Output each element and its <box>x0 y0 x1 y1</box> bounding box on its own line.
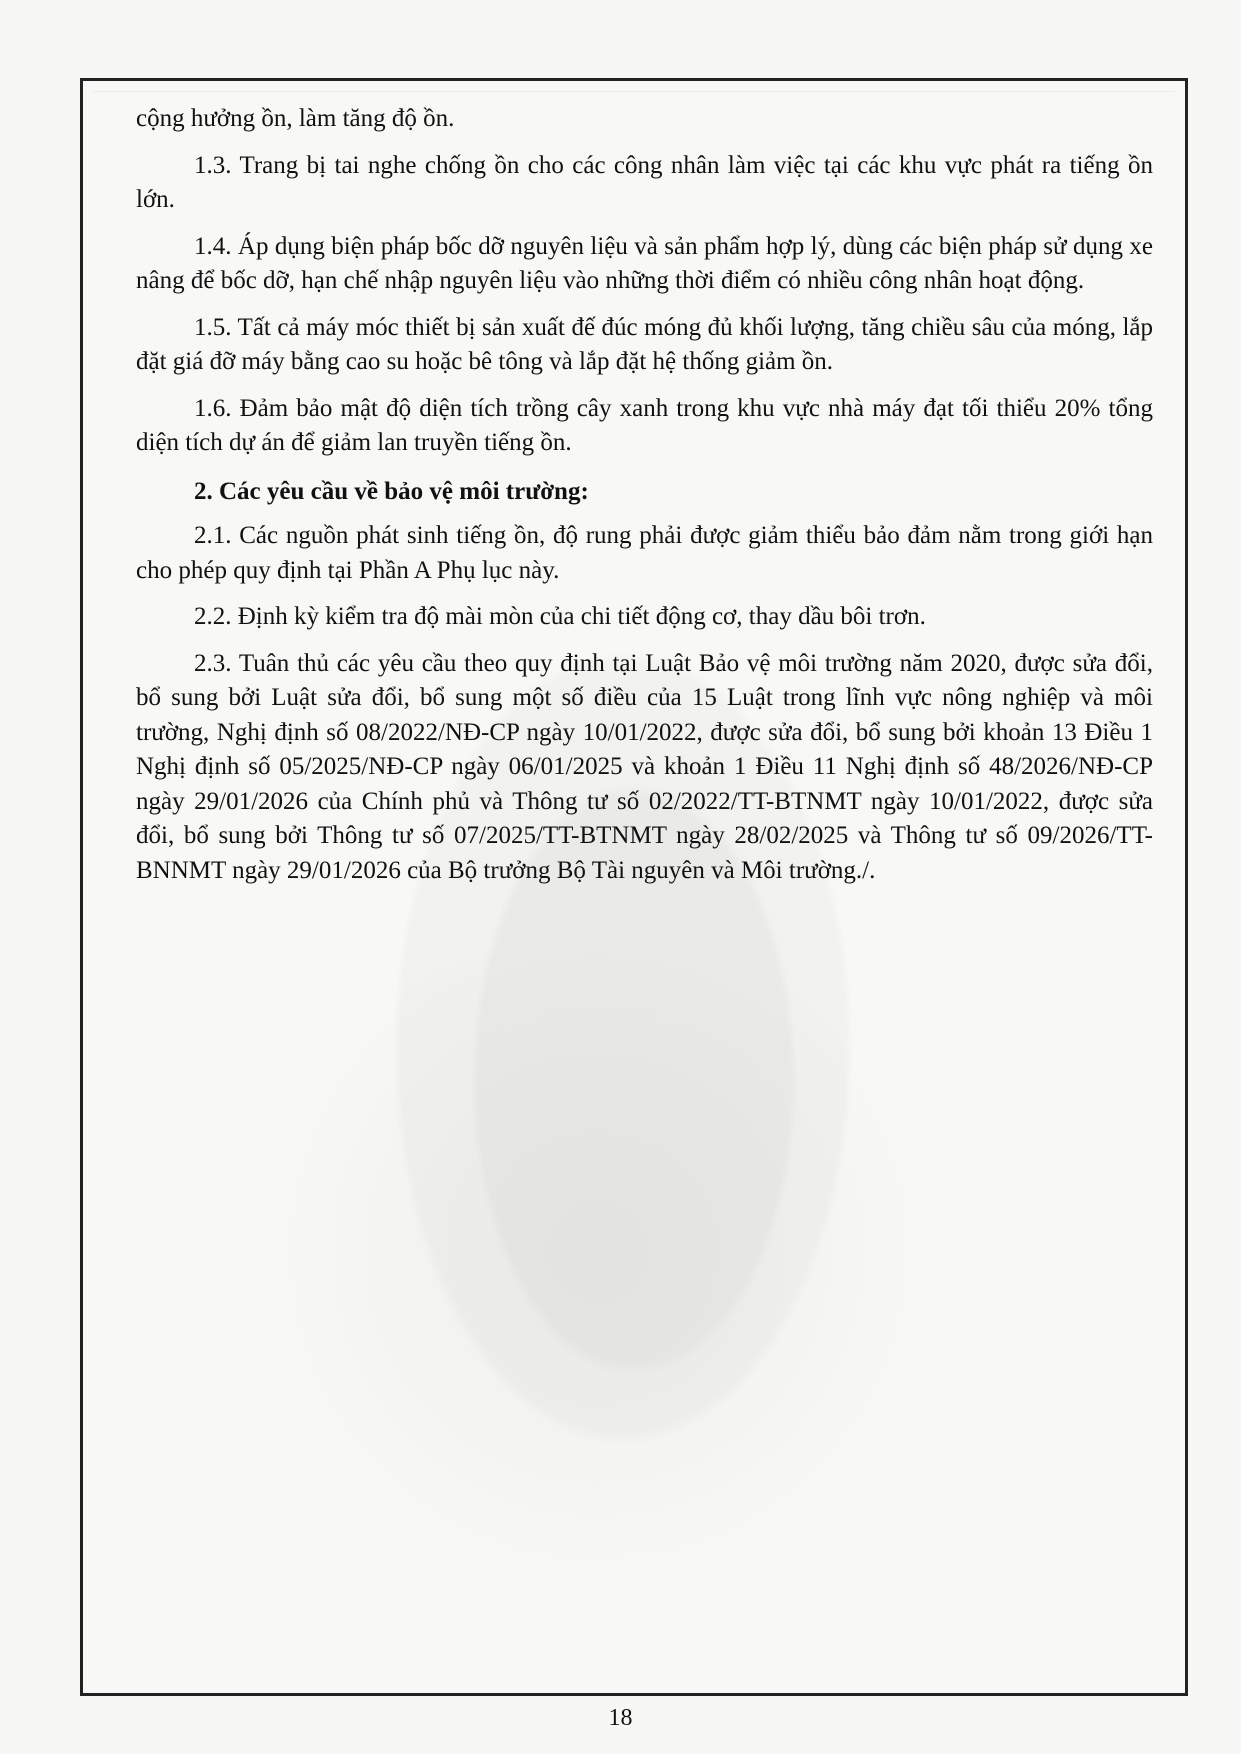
document-content <box>136 102 1153 900</box>
document-page-frame <box>80 78 1188 1696</box>
paragraph-1-5: 1.5. Tất cả máy móc thiết bị sản xuất đế đúc móng đủ khối lượng, tăng chiều sâu của móng, lắp đặt giá đỡ máy bằng cao su hoặc bê tông và lắp đặt hệ thống giảm ồn. <box>136 313 1153 375</box>
paragraph-1-3: 1.3. Trang bị tai nghe chống ồn cho các công nhân làm việc tại các khu vực phát ra tiếng ồn lớn. <box>136 151 1153 213</box>
paragraph-1-6: 1.6. Đảm bảo mật độ diện tích trồng cây xanh trong khu vực nhà máy đạt tối thiểu 20% tổng diện tích dự án để giảm lan truyền tiếng ồn. <box>136 394 1153 456</box>
paragraph-continuation: cộng hưởng ồn, làm tăng độ ồn. <box>136 105 455 132</box>
paragraph-2-1: 2.1. Các nguồn phát sinh tiếng ồn, độ rung phải được giảm thiểu bảo đảm nằm trong giới hạn cho phép quy định tại Phần A Phụ lục này. <box>136 522 1153 584</box>
page-number: 18 <box>608 1705 633 1731</box>
background-watermark <box>248 941 948 1561</box>
section-heading-2: 2. Các yêu cầu về bảo vệ môi trường: <box>194 477 589 505</box>
paragraph-2-3: 2.3. Tuân thủ các yêu cầu theo quy định tại Luật Bảo vệ môi trường năm 2020, được sửa đổi, bổ sung bởi Luật sửa đổi, bổ sung một số điều của 15 Luật trong lĩnh vực nông nghiệp và môi trường, Nghị định số 08/2022/NĐ-CP ngày 10/01/2022, được sửa đổi, bổ sung bởi khoản 13 Điều 1 Nghị định số 05/2025/NĐ-CP ngày 06/01/2025 và khoản 1 Điều 11 Nghị định số 48/2026/NĐ-CP ngày 29/01/2026 của Chính phủ và Thông tư số 02/2022/TT-BTNMT ngày 10/01/2022, được sửa đổi, bổ sung bởi Thông tư số 07/2025/TT-BTNMT ngày 28/02/2025 và Thông tư số 09/2026/TT-BNNMT ngày 29/01/2026 của Bộ trưởng Bộ Tài nguyên và Môi trường./. <box>136 649 1153 884</box>
paragraph-2-2: 2.2. Định kỳ kiểm tra độ mài mòn của chi tiết động cơ, thay dầu bôi trơn. <box>194 603 926 630</box>
paragraph-1-4: 1.4. Áp dụng biện pháp bốc dỡ nguyên liệu và sản phẩm hợp lý, dùng các biện pháp sử dụng xe nâng để bốc dỡ, hạn chế nhập nguyên liệu vào những thời điểm có nhiều công nhân hoạt động. <box>136 232 1153 294</box>
